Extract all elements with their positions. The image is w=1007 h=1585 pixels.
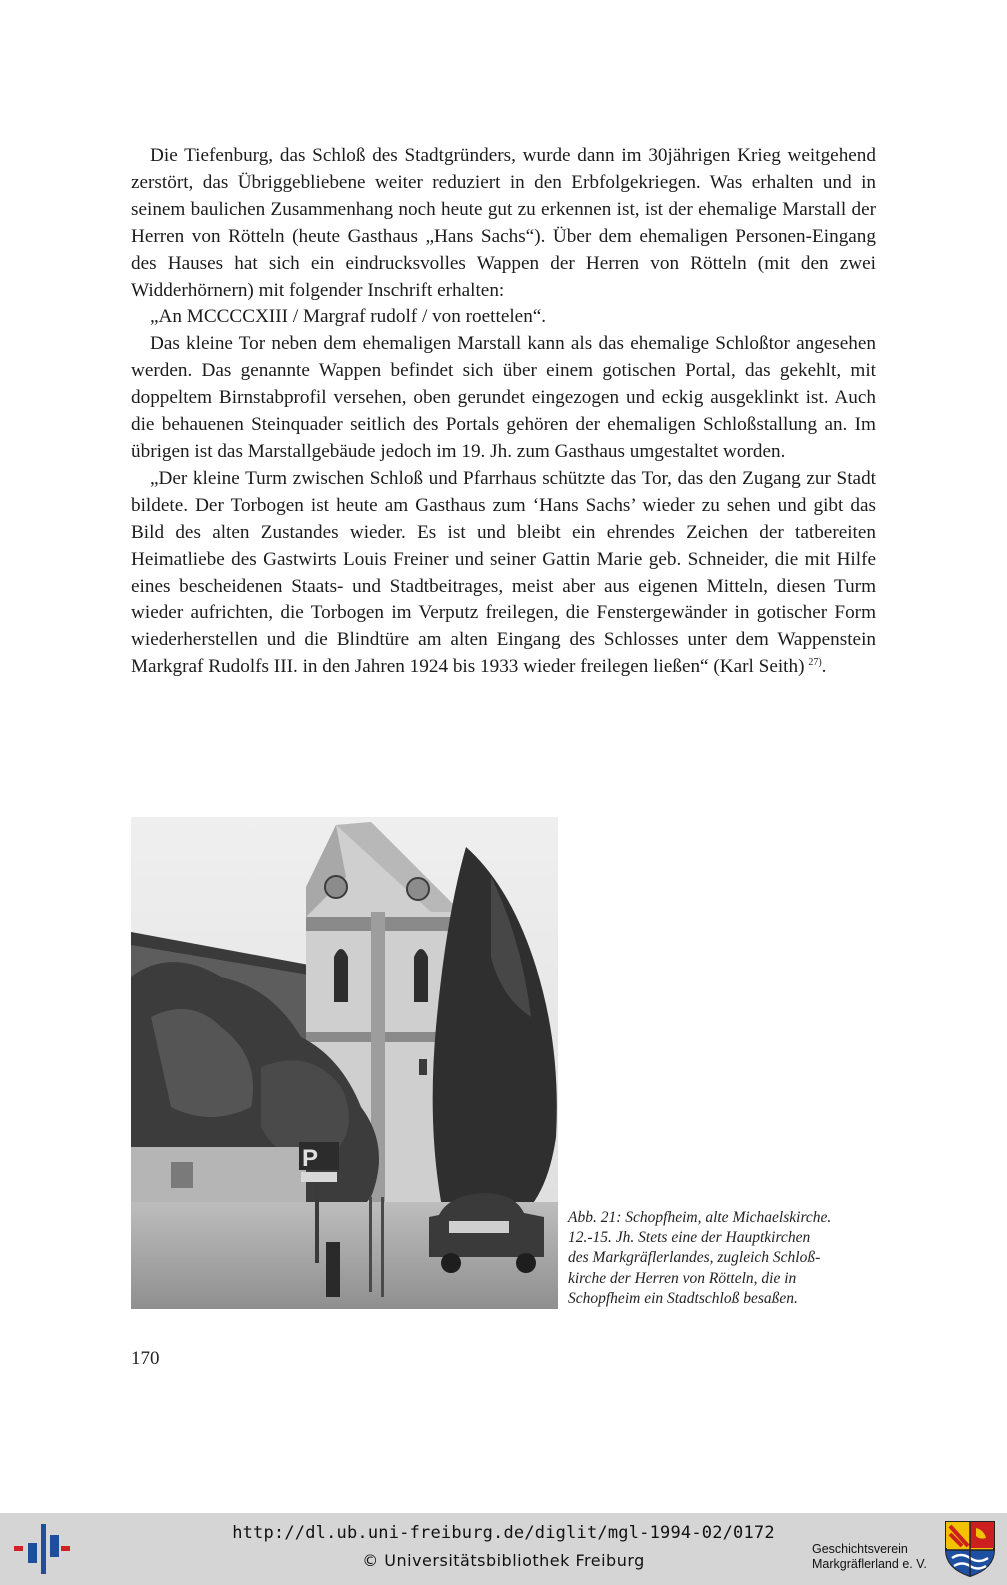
paragraph-2-inscription: „An MCCCCXIII / Margraf rudolf / von roettelen“. (150, 306, 547, 328)
quote-end: . (821, 656, 827, 678)
society-name (812, 1542, 936, 1572)
paragraph-1: Die Tiefenburg, das Schloß des Stadtgründers, wurde dann im 30jährigen Krieg weitgehend zerstört, das Übriggebliebene weiter reduziert in den Erbfolgekriegen. Was erhalten und in seinem baulichen Zusammenhang noch heute gut zu erkennen ist, ist der ehemalige Marstall der Herren von Rötteln (heute Gasthaus „Hans Sachs“). Über dem ehemaligen Personen-Eingang des Hauses hat sich ein eindrucksvolles Wappen der Herren von Rötteln (mit den zwei Widderhörnern) mit folgender Inschrift erhalten: (131, 145, 876, 301)
caption-line: des Markgräflerlandes, zugleich Schloß- (568, 1249, 821, 1267)
footer-url-link[interactable]: http://dl.ub.uni-freiburg.de/diglit/mgl-1994-02/0172 (232, 1523, 775, 1543)
caption-line: kirche der Herren von Rötteln, die in (568, 1269, 797, 1287)
church-photo (131, 817, 558, 1309)
coat-of-arms-icon (944, 1520, 996, 1578)
body-text (131, 143, 876, 681)
footnote-reference: 27) (808, 657, 822, 669)
caption-line: Schopfheim ein Stadtschloß besaßen. (568, 1289, 798, 1307)
paragraph-3: Das kleine Tor neben dem ehemaligen Marstall kann als das ehemalige Schloßtor angesehen werden. Das genannte Wappen befindet sich über einem gotischen Portal, das gekehlt, mit doppeltem Birnstabprofil versehen, oben gerundet eingezogen und eckig ausgeklinkt ist. Auch die behauenen Steinquader seitlich des Portals gehören der ehemaligen Schloßstallung an. Im übrigen ist das Marstallgebäude jedoch im 19. Jh. zum Gasthaus umgestaltet worden. (131, 333, 876, 462)
society-line-1: Geschichtsverein (812, 1542, 908, 1556)
caption-line: 12.-15. Jh. Stets eine der Hauptkirchen (568, 1229, 811, 1247)
figure-caption (568, 1208, 878, 1309)
footer-copyright: © Universitätsbibliothek Freiburg (362, 1551, 645, 1570)
society-line-2: Markgräflerland e. V. (812, 1557, 927, 1571)
church-photo-image (131, 817, 558, 1309)
caption-line: Abb. 21: Schopfheim, alte Michaelskirche. (568, 1209, 832, 1226)
parking-sign-letter: P (302, 1145, 319, 1172)
paragraph-4-quote (131, 466, 876, 681)
footer-bar (0, 1513, 1007, 1585)
quote-text: „Der kleine Turm zwischen Schloß und Pfarrhaus schützte das Tor, das den Zugang zur Stadt bildete. Der Torbogen ist heute am Gasthaus zum ‘Hans Sachs’ wieder zu sehen und gibt das Bild des alten Zustandes wieder. Es ist und bleibt ein ehrendes Zeichen der tatbereiten Heimatliebe des Gastwirts Louis Freiner und seiner Gattin Marie geb. Schneider, die mit Hilfe eines bescheidenen Staats- und Stadtbeitrages, meist aber aus eigenen Mitteln, diesen Turm wieder aufrichten, die Torbogen im Verputz freilegen, die Fenstergewänder in gotischer Form wiederherstellen und die Blindtüre am alten Eingang des Schlosses unter dem Wappenstein Markgraf Rudolfs III. in den Jahren 1924 bis 1933 wieder freilegen ließen“ (Karl Seith) (131, 467, 876, 678)
page-number: 170 (131, 1348, 160, 1369)
